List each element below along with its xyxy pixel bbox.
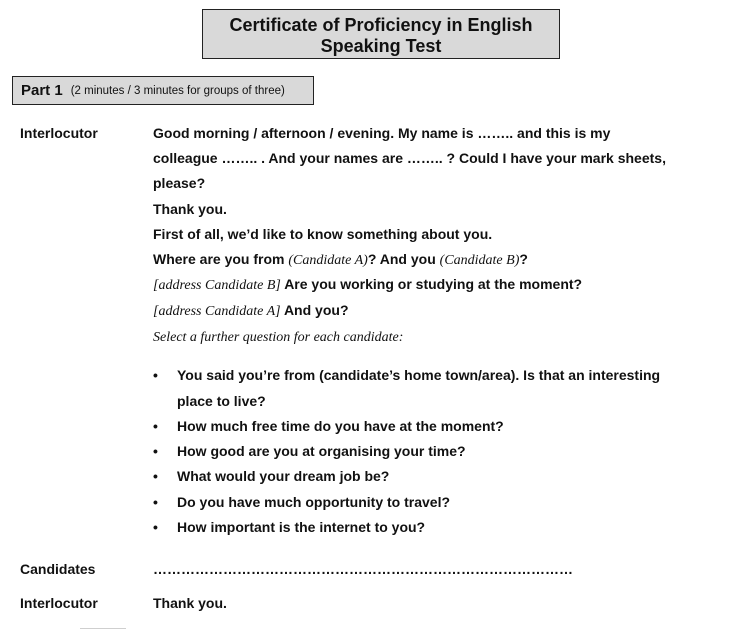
bullet-icon: • <box>153 418 158 434</box>
question-6: How important is the internet to you? <box>177 519 426 535</box>
script-line-thanks: Thank you. <box>153 201 227 217</box>
question-1-line-2: place to live? <box>177 393 266 409</box>
script-line-closing: Thank you. <box>153 595 227 611</box>
script-line-and-you <box>153 302 349 320</box>
bullet-icon: • <box>153 443 158 459</box>
speaker-candidates: Candidates <box>20 561 96 577</box>
page-divider <box>80 628 126 629</box>
candidate-a-ref: (Candidate A) <box>288 253 368 268</box>
title-line-1: Certificate of Proficiency in English <box>229 15 533 35</box>
script-line-greeting: Good morning / afternoon / evening. My name is …….. and this is my <box>153 125 611 141</box>
address-candidate-b: [address Candidate B] <box>153 278 281 293</box>
and-you-question: And you? <box>280 302 349 318</box>
candidates-response-line: ……………………………………………………………………………… <box>153 561 573 577</box>
script-line-names: colleague …….. . And your names are …….. ? Could I have your mark sheets, <box>153 150 666 166</box>
question-2: How much free time do you have at the moment? <box>177 418 504 434</box>
question-1-line-1: You said you’re from (candidate’s home town/area). Is that an interesting <box>177 367 661 383</box>
title-box <box>202 9 560 59</box>
question-5: Do you have much opportunity to travel? <box>177 494 451 510</box>
script-line-first: First of all, we’d like to know something about you. <box>153 226 493 242</box>
speaker-interlocutor-closing: Interlocutor <box>20 595 98 611</box>
part-label: Part 1 <box>21 82 63 99</box>
bullet-icon: • <box>153 468 158 484</box>
address-candidate-a: [address Candidate A] <box>153 304 281 319</box>
candidate-b-ref: (Candidate B) <box>439 253 520 268</box>
instruction-text: Select a further question for each candidate: <box>153 330 404 345</box>
part-header <box>12 76 314 105</box>
script-line-where-from <box>153 251 528 269</box>
question-mark: ? <box>519 251 528 267</box>
script-line-working <box>153 276 582 294</box>
part-timing-note: (2 minutes / 3 minutes for groups of three) <box>70 84 285 97</box>
question-4: What would your dream job be? <box>177 468 390 484</box>
bullet-icon: • <box>153 367 158 383</box>
where-from-text: Where are you from <box>153 251 289 267</box>
speaker-interlocutor: Interlocutor <box>20 125 98 141</box>
bullet-icon: • <box>153 519 158 535</box>
question-3: How good are you at organising your time? <box>177 443 466 459</box>
bullet-icon: • <box>153 494 158 510</box>
script-line-please: please? <box>153 175 206 191</box>
title-line-2: Speaking Test <box>320 36 442 56</box>
working-question: Are you working or studying at the moment? <box>280 276 583 292</box>
and-you-text: ? And you <box>367 251 440 267</box>
